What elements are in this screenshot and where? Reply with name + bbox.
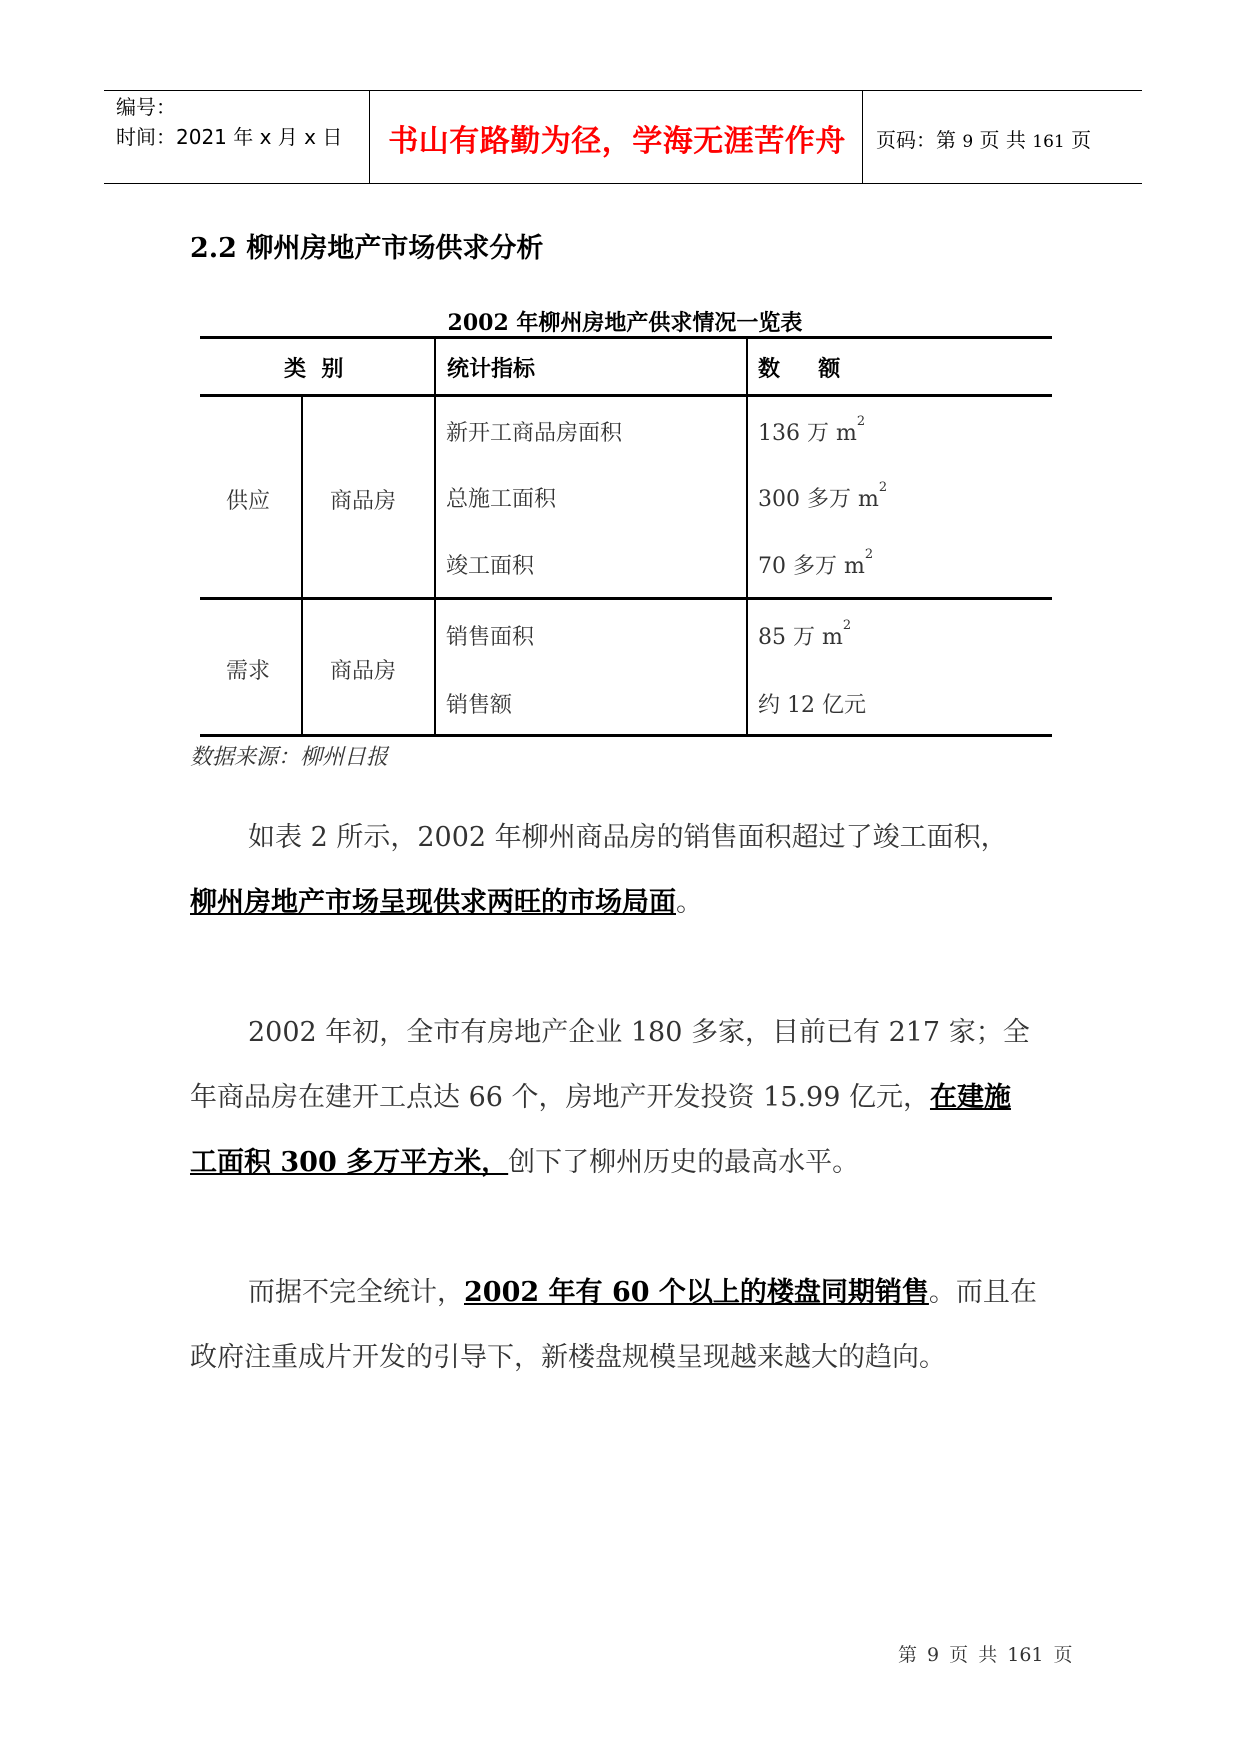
header-motto: 书山有路勤为径，学海无涯苦作舟 <box>388 124 846 159</box>
paragraph-line: 2002 年初，全市有房地产企业 180 多家，目前已有 217 家；全 <box>248 1017 1030 1048</box>
table-col-divider <box>746 338 748 735</box>
paragraph-line: 政府注重成片开发的引导下，新楼盘规模呈现越来越大的趋向。 <box>190 1342 946 1373</box>
page-footer: 第 9 页 共 161 页 <box>898 1644 1073 1666</box>
paragraph-line: 年商品房在建开工点达 66 个，房地产开发投资 15.99 亿元，在建施 <box>190 1082 1011 1113</box>
header-divider <box>369 90 370 183</box>
page-mid: 页 共 <box>979 128 1026 152</box>
table-cell-amount: 85 万 $m^2$ <box>758 618 852 650</box>
page-prefix: 页码：第 <box>876 128 956 152</box>
page-suffix: 页 <box>1071 128 1092 152</box>
page-number: 9 <box>962 132 974 152</box>
emphasis-text: 2002 年有 60 个以上的楼盘同期销售 <box>464 1277 929 1308</box>
table-cell-indicator: 总施工面积 <box>446 487 557 512</box>
section-title: 2.2 柳州房地产市场供求分析 <box>190 233 544 264</box>
paragraph-line: 如表 2 所示，2002 年柳州商品房的销售面积超过了竣工面积， <box>248 822 1008 853</box>
table-cell-amount: 136 万 $m^2$ <box>758 414 866 446</box>
table-header-indicator: 统计指标 <box>447 356 536 382</box>
paragraph <box>190 1260 1060 1390</box>
paragraph-line: 工面积 300 多万平方米，创下了柳州历史的最高水平。 <box>190 1147 860 1178</box>
table-col-divider <box>434 338 436 735</box>
table-cell-indicator: 竣工面积 <box>446 554 535 579</box>
page-total: 161 <box>1032 132 1065 152</box>
time-label: 时间：2021 年 x 月 x 日 <box>116 125 343 149</box>
header-divider <box>862 90 863 183</box>
emphasis-text: 工面积 300 多万平方米， <box>190 1147 509 1178</box>
table-col-divider <box>301 396 303 735</box>
table-top-rule <box>200 336 1052 339</box>
paragraph-line: 柳州房地产市场呈现供求两旺的市场局面。 <box>190 887 703 918</box>
table-group-rule <box>200 597 1052 600</box>
emphasis-text: 在建施 <box>929 1082 1011 1113</box>
table-source: 数据来源：柳州日报 <box>190 745 389 770</box>
table-cell-type: 商品房 <box>330 659 397 684</box>
table-header-category: 类 别 <box>284 356 344 382</box>
table-header-rule <box>200 394 1052 397</box>
header-page-info <box>876 124 1091 153</box>
table-cell-indicator: 新开工商品房面积 <box>446 421 623 446</box>
table-cell-amount: 70 多万 $m^2$ <box>758 547 874 579</box>
table-cell-indicator: 销售面积 <box>446 625 535 650</box>
table-cell-amount: 约 12 亿元 <box>758 693 866 718</box>
table-header-amount: 数 额 <box>758 356 841 382</box>
emphasis-text: 柳州房地产市场呈现供求两旺的市场局面 <box>190 887 676 918</box>
table-cell-category: 供应 <box>226 489 271 514</box>
header-bottom-rule <box>104 183 1142 184</box>
number-label: 编号： <box>116 95 176 119</box>
table-title: 2002 年柳州房地产供求情况一览表 <box>447 310 803 336</box>
table-cell-type: 商品房 <box>330 489 397 514</box>
header-meta <box>116 92 342 152</box>
paragraph <box>190 1000 1060 1195</box>
paragraph <box>190 805 1060 935</box>
table-cell-amount: 300 多万 $m^2$ <box>758 480 888 512</box>
table-cell-indicator: 销售额 <box>446 693 513 718</box>
header-top-rule <box>104 90 1142 91</box>
table-cell-category: 需求 <box>226 659 271 684</box>
paragraph-line: 而据不完全统计，2002 年有 60 个以上的楼盘同期销售。而且在 <box>248 1277 1037 1308</box>
table-bottom-rule <box>200 734 1052 737</box>
